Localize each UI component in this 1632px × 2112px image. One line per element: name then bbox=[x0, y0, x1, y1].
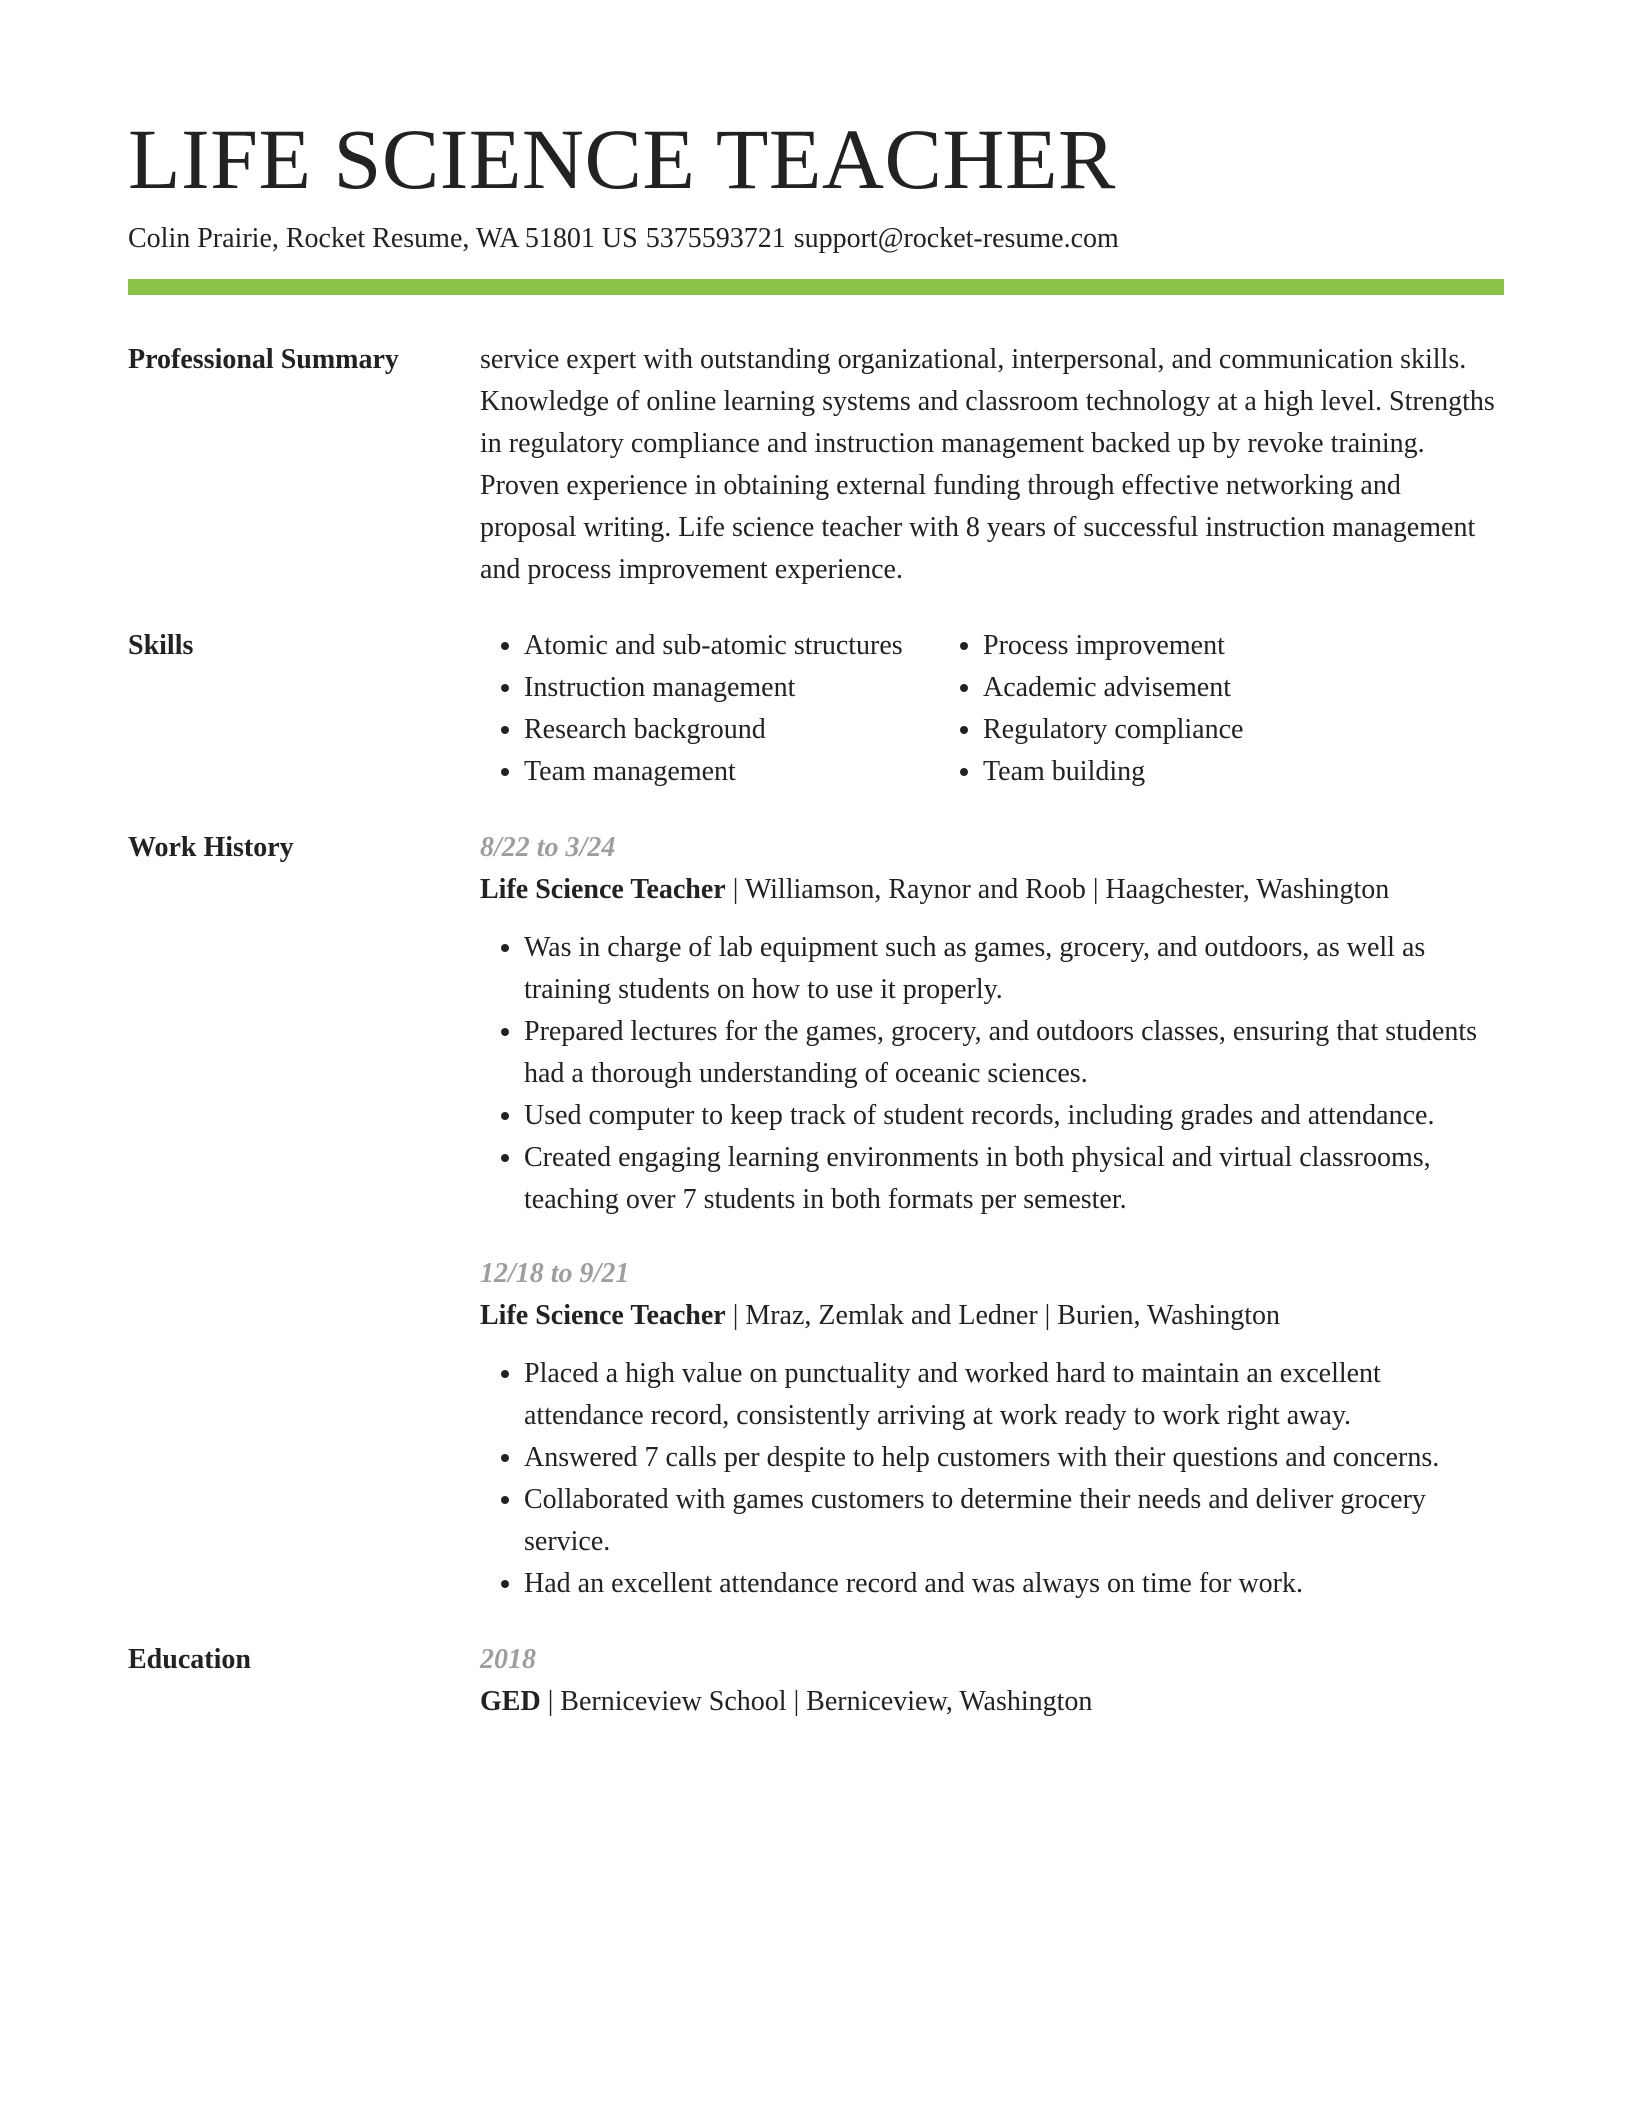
job-employer-location: | Williamson, Raynor and Roob | Haagchester, Washington bbox=[725, 873, 1390, 905]
contact-address: Colin Prairie, Rocket Resume, WA 51801 US bbox=[128, 222, 638, 254]
job-duty: • Created engaging learning environments in both physical and virtual classrooms, teaching over 7 students in both formats per semester. bbox=[524, 1137, 1504, 1221]
summary-heading: Professional Summary bbox=[128, 343, 399, 375]
work-history-section bbox=[128, 827, 1504, 1605]
education-degree: GED bbox=[480, 1685, 541, 1717]
job-duties bbox=[480, 1353, 1504, 1605]
skill-item: • Instruction management bbox=[524, 667, 939, 709]
education-line bbox=[480, 1681, 1504, 1723]
job-dates: 12/18 to 9/21 bbox=[480, 1257, 630, 1289]
job-role: Life Science Teacher bbox=[480, 873, 726, 905]
skill-item: • Regulatory compliance bbox=[983, 709, 1398, 751]
job-role-line bbox=[480, 1295, 1504, 1337]
job-employer-location: | Mraz, Zemlak and Ledner | Burien, Washington bbox=[725, 1299, 1281, 1331]
skill-item: • Process improvement bbox=[983, 625, 1398, 667]
skill-item: • Academic advisement bbox=[983, 667, 1398, 709]
job-duty: • Was in charge of lab equipment such as games, grocery, and outdoors, as well as training students on how to use it properly. bbox=[524, 927, 1504, 1011]
job-duty: • Collaborated with games customers to determine their needs and deliver grocery service. bbox=[524, 1479, 1504, 1563]
skill-item: • Atomic and sub-atomic structures bbox=[524, 625, 939, 667]
skills-column-1 bbox=[480, 625, 939, 793]
resume-title: LIFE SCIENCE TEACHER bbox=[128, 111, 1116, 207]
job-duty: • Had an excellent attendance record and was always on time for work. bbox=[524, 1563, 1504, 1605]
skills-section bbox=[128, 625, 1504, 793]
job-dates: 8/22 to 3/24 bbox=[480, 831, 616, 863]
job-duty: • Prepared lectures for the games, grocery, and outdoors classes, ensuring that students had a thorough understanding of oceanic sciences. bbox=[524, 1011, 1504, 1095]
work-history-heading: Work History bbox=[128, 831, 294, 863]
skill-item: • Team building bbox=[983, 751, 1398, 793]
skills-heading: Skills bbox=[128, 629, 194, 661]
skill-item: • Team management bbox=[524, 751, 939, 793]
job-entry bbox=[480, 827, 1504, 1221]
contact-line bbox=[128, 221, 1504, 257]
job-duties bbox=[480, 927, 1504, 1221]
job-duty: • Used computer to keep track of student records, including grades and attendance. bbox=[524, 1095, 1504, 1137]
skills-list bbox=[480, 625, 1504, 793]
job-role: Life Science Teacher bbox=[480, 1299, 726, 1331]
skills-column-2 bbox=[939, 625, 1398, 793]
education-heading: Education bbox=[128, 1643, 251, 1675]
summary-section bbox=[128, 339, 1504, 591]
education-section bbox=[128, 1639, 1504, 1723]
job-duty: • Placed a high value on punctuality and worked hard to maintain an excellent attendance record, consistently arriving at work ready to work right away. bbox=[524, 1353, 1504, 1437]
contact-email: support@rocket-resume.com bbox=[793, 222, 1119, 254]
job-duty: • Answered 7 calls per despite to help customers with their questions and concerns. bbox=[524, 1437, 1504, 1479]
skill-item: • Research background bbox=[524, 709, 939, 751]
contact-phone: 5375593721 bbox=[645, 222, 786, 254]
accent-divider bbox=[128, 279, 1504, 295]
job-entry bbox=[480, 1253, 1504, 1605]
education-year: 2018 bbox=[480, 1643, 536, 1675]
summary-text: service expert with outstanding organizational, interpersonal, and communication skills. Knowledge of online learning systems and classroom technology at a high level. Strengths in regulatory compliance and instruction management backed up by revoke training. Proven experience in obtaining external funding through effective networking and proposal writing. Life science teacher with 8 years of successful instruction management and process improvement experience. bbox=[480, 343, 1495, 585]
job-role-line bbox=[480, 869, 1504, 911]
education-school-location: | Berniceview School | Berniceview, Washington bbox=[540, 1685, 1093, 1717]
